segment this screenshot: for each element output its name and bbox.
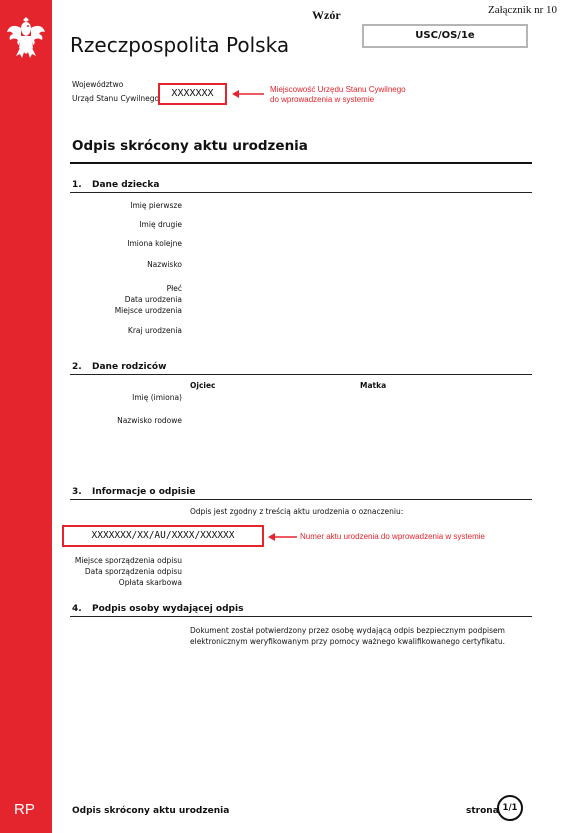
section3-title: Informacje o odpisie [92,487,196,497]
field-label: Nazwisko rodowe [117,416,182,425]
section2-title: Dane rodziców [92,362,167,372]
form-code-box: USC/OS/1e [362,24,528,48]
document-title: Odpis skrócony aktu urodzenia [72,138,308,154]
footer-title: Odpis skrócony aktu urodzenia [72,806,230,816]
section3-number: 3. [72,487,82,497]
signature-confirmation-line2: elektronicznym weryfikowanym przy pomocy ważnego kwalifikowanego certyfikatu. [190,637,505,646]
signature-confirmation-line1: Dokument został potwierdzony przez osobę wydającą odpis bezpiecznym podpisem [190,626,505,635]
wzor-label: Wzór [312,8,341,22]
usc-note-line2: do wprowadzenia w systemie [270,95,375,104]
akt-number-note: Numer aktu urodzenia do wprowadzenia w systemie [300,532,485,541]
page-title: Rzeczpospolita Polska [70,33,290,57]
section4-title: Podpis osoby wydającej odpis [92,604,244,614]
polish-eagle-icon [6,14,46,60]
conformity-statement: Odpis jest zgodny z treścią aktu urodzenia o oznaczeniu: [190,507,404,516]
section4-divider [70,616,532,617]
column-mother: Matka [360,381,387,390]
rp-mark: RP [14,801,35,818]
column-father: Ojciec [190,381,216,390]
akt-number-placeholder-box: XXXXXXX/XX/AU/XXXX/XXXXXX [62,525,264,547]
field-label: Opłata skarbowa [118,578,182,587]
page-label: strona [466,806,499,816]
field-label: Miejsce sporządzenia odpisu [74,556,182,565]
arrow-left-icon [268,532,298,542]
section4-number: 4. [72,604,82,614]
usc-note-line1: Miejscowość Urzędu Stanu Cywilnego [270,85,406,94]
field-label: Imię drugie [139,220,182,229]
section3-divider [70,499,532,500]
section1-number: 1. [72,180,82,190]
field-label: Nazwisko [147,260,182,269]
usc-label: Urząd Stanu Cywilnego [72,94,160,103]
page-number-badge: 1/1 [497,795,523,821]
voivodeship-label: Województwo [72,80,124,89]
attachment-label: Załącznik nr 10 [488,4,558,16]
section1-title: Dane dziecka [92,180,160,190]
section2-number: 2. [72,362,82,372]
section2-divider [70,374,532,375]
field-label: Data urodzenia [124,295,182,304]
field-label: Data sporządzenia odpisu [84,567,182,576]
field-label: Kraj urodzenia [127,326,182,335]
field-label: Płeć [166,284,182,293]
field-label: Imię (imiona) [132,393,182,402]
usc-placeholder-box: XXXXXXX [158,83,227,105]
field-label: Imiona kolejne [127,239,182,248]
field-label: Miejsce urodzenia [114,306,182,315]
arrow-left-icon [232,89,266,99]
section1-divider [70,192,532,193]
field-label: Imię pierwsze [130,201,182,210]
title-divider [70,162,532,164]
